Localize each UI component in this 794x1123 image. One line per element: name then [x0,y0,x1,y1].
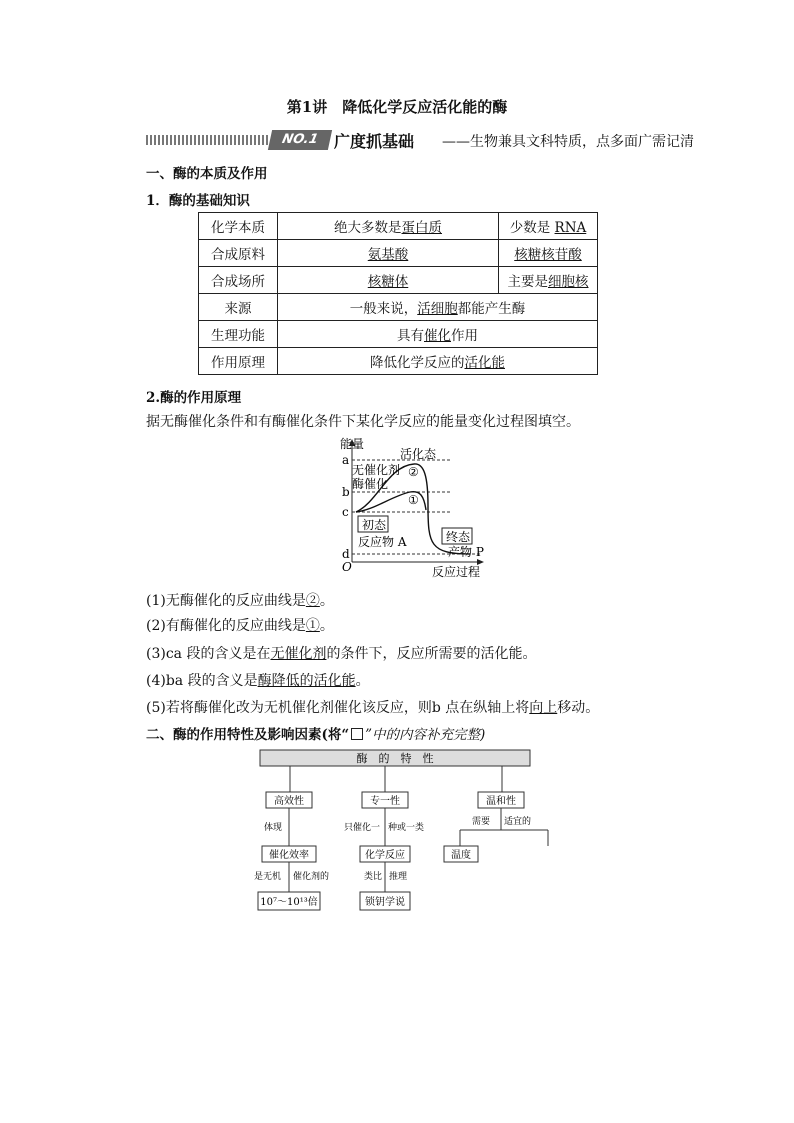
embody-label: 体现 [264,823,283,833]
table-row [199,348,598,375]
compare-label-1: 是无机 [254,872,282,882]
suitable-label: 适宜的 [504,817,532,827]
banner-stripe [146,135,268,145]
section1-heading: 一、酶的本质及作用 [146,166,268,182]
spec-left-label: 只催化一 [344,823,381,833]
level-b: b [342,485,350,499]
cell: 主要是细胞核 [499,267,598,294]
high-efficiency-label: 高效性 [274,796,304,807]
mildness-label: 温和性 [486,796,516,807]
row-label: 合成场所 [199,267,278,294]
cell: 少数是 RNA [499,213,598,240]
spec-right-label: 种或一类 [388,823,425,833]
section1-sub1: 1．酶的基础知识 [146,193,250,209]
final-state-label: 终态 [446,530,471,544]
curve1-label: ① [408,493,419,507]
answer-1: (1)无酶催化的反应曲线是②。 [146,593,334,609]
activated-state-label: 活化态 [400,447,437,461]
cell: 一般来说，活细胞都能产生酶 [278,294,598,321]
cell: 氨基酸 [278,240,499,267]
graph-intro: 据无酶催化条件和有酶催化条件下某化学反应的能量变化过程图填空。 [146,414,580,430]
row-label: 来源 [199,294,278,321]
no-catalyst-label: 无催化剂 [352,463,401,477]
cell: 降低化学反应的活化能 [278,348,598,375]
banner-subtitle: ——生物兼具文科特质，点多面广需记清 [442,134,694,150]
need-label: 需要 [472,817,491,827]
row-label: 作用原理 [199,348,278,375]
cell: 绝大多数是蛋白质 [278,213,499,240]
table-row [199,240,598,267]
page-title: 第1讲 降低化学反应活化能的酶 [286,98,508,116]
cell: 核糖核苷酸 [499,240,598,267]
enzyme-label: 酶催化 [352,477,389,491]
row-label: 合成原料 [199,240,278,267]
x-label: 反应过程 [432,565,481,579]
times-label: 10⁷～10¹³倍 [260,897,318,908]
top-label: 酶 的 特 性 [356,752,434,765]
curve2-label: ② [408,465,419,479]
compare-label-2: 催化剂的 [293,872,330,882]
origin-label: O [342,560,352,574]
table-row [199,321,598,348]
level-d: d [342,547,350,561]
product-label: 产物 P [448,545,484,559]
row-label: 生理功能 [199,321,278,348]
section1-sub2: 2.酶的作用原理 [146,390,242,406]
answer-2: (2)有酶催化的反应曲线是①。 [146,618,334,634]
level-a: a [342,453,350,467]
initial-state-label: 初态 [362,518,387,532]
energy-graph [330,436,490,584]
row-label: 化学本质 [199,213,278,240]
answer-3: (3)ca 段的含义是在无催化剂的条件下，反应所需要的活化能。 [146,646,537,662]
enzyme-basics-table [198,212,598,375]
table-row [199,267,598,294]
blank-box-icon [351,728,363,740]
lock-key-label: 锁钥学说 [365,897,405,908]
section2-heading: 二、酶的作用特性及影响因素(将“ ”中的内容补充完整) [146,727,486,743]
cell: 具有催化作用 [278,321,598,348]
temperature-label: 温度 [451,850,471,861]
cell: 核糖体 [278,267,499,294]
section-banner [146,129,694,151]
analogy-label: 类比 [364,872,383,882]
chem-reaction-label: 化学反应 [365,850,405,861]
banner-no-badge: NO.1 [268,130,332,150]
table-row [199,213,598,240]
banner-heading: 广度抓基础 [334,132,415,151]
efficiency-label: 催化效率 [269,850,309,861]
table-row [199,294,598,321]
reactant-label: 反应物 A [358,535,407,549]
answer-5: (5)若将酶催化改为无机催化剂催化该反应，则b 点在纵轴上将向上移动。 [146,700,600,716]
specificity-label: 专一性 [370,796,400,807]
answer-4: (4)ba 段的含义是酶降低的活化能。 [146,673,370,689]
y-label: 能量 [340,437,365,451]
reason-label: 推理 [389,872,408,882]
enzyme-properties-diagram [250,748,550,916]
level-c: c [342,505,349,519]
